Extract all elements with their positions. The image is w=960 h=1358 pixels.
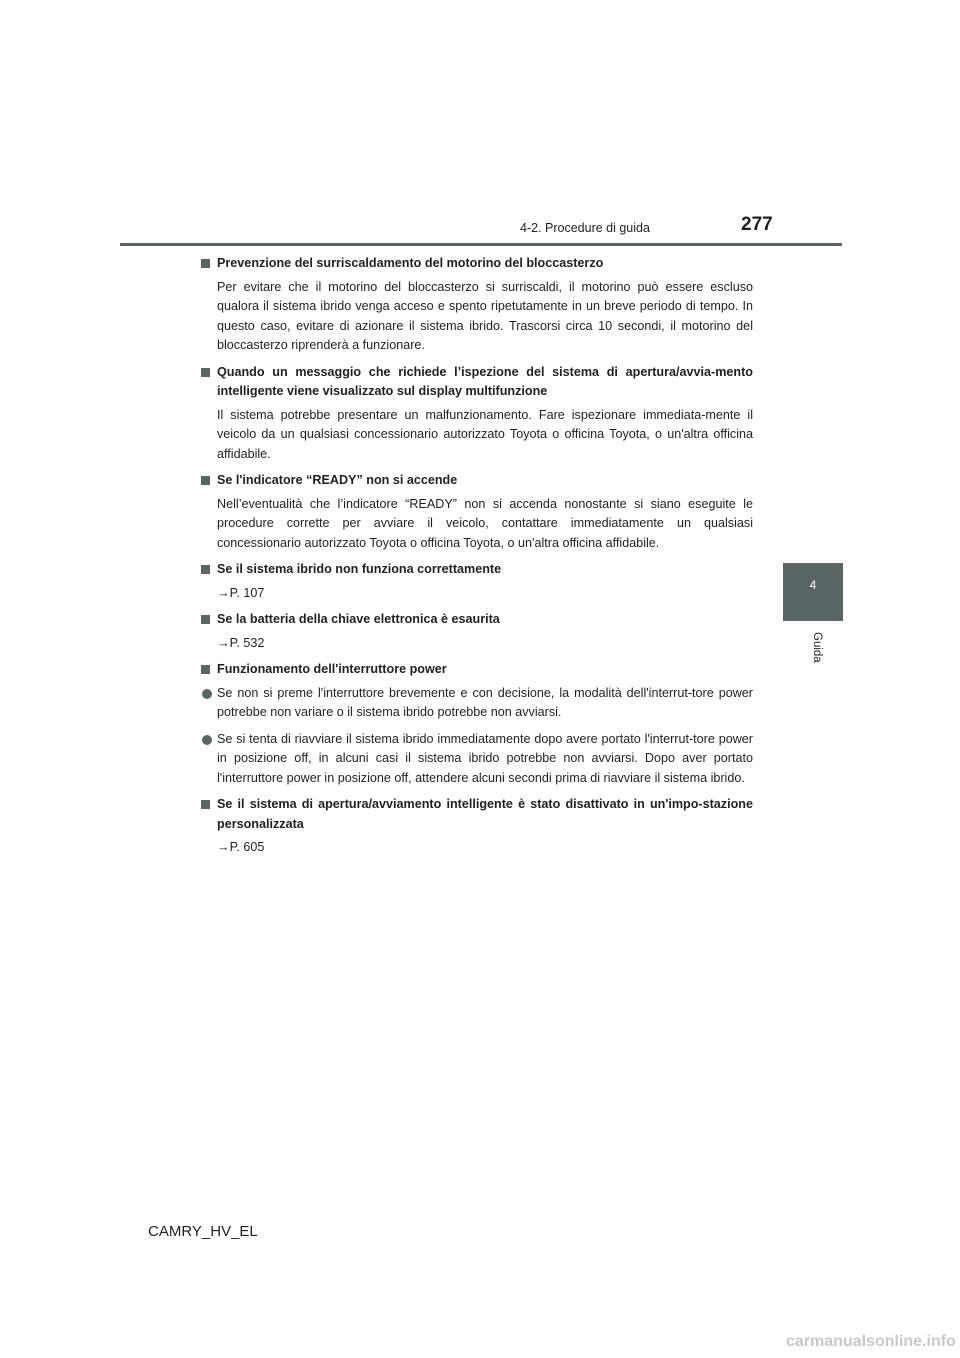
- square-bullet-icon: [201, 800, 210, 809]
- watermark: carmanualsonline.info: [786, 1333, 956, 1350]
- section-heading: [201, 560, 753, 580]
- section-heading: [201, 795, 753, 834]
- section-body: Il sistema potrebbe presentare un malfunzionamento. Fare ispezionare immediata-mente il veicolo da un qualsiasi concessionario autorizzato Toyota o officina Toyota, o un'altra officina affidabile.: [217, 407, 753, 461]
- list-item: [201, 730, 753, 789]
- chapter-tab: [783, 563, 843, 621]
- section-key-battery: [201, 610, 753, 653]
- page-reference: →P. 107: [217, 585, 265, 600]
- page-reference: →P. 605: [217, 840, 265, 854]
- round-bullet-icon: [202, 689, 212, 699]
- section-heading-text: Se il sistema ibrido non funziona correttamente: [217, 562, 502, 576]
- section-lock-motor: [201, 254, 753, 356]
- section-heading: [201, 610, 753, 630]
- header-section-title: 4-2. Procedure di guida: [520, 221, 650, 235]
- page-number: 277: [741, 214, 773, 235]
- section-heading: [201, 660, 753, 680]
- document-code: CAMRY_HV_EL: [148, 1223, 258, 1240]
- list-item: [201, 684, 753, 723]
- section-heading-text: Quando un messaggio che richiede l’ispezione del sistema di apertura/avvia-mento intelligente viene visualizzato sul display multifunzione: [217, 364, 753, 398]
- section-hybrid-malfunction: [201, 560, 753, 603]
- page-content: [201, 254, 753, 865]
- section-body: Per evitare che il motorino del bloccasterzo si surriscaldi, il motorino può essere escluso qualora il sistema ibrido venga acceso e spento ripetutamente in un breve periodo di tempo. In questo caso, evitare di azionare il sistema ibrido. Trascorsi circa 10 secondi, il motorino del bloccasterzo riprenderà a funzionare.: [217, 279, 753, 352]
- header-divider: [120, 243, 842, 246]
- section-heading: [201, 254, 753, 274]
- square-bullet-icon: [201, 615, 210, 624]
- chapter-label: Guida: [811, 632, 823, 663]
- square-bullet-icon: [201, 665, 210, 674]
- round-bullet-icon: [202, 735, 212, 745]
- section-heading-text: Prevenzione del surriscaldamento del motorino del bloccasterzo: [217, 256, 604, 270]
- square-bullet-icon: [201, 565, 210, 574]
- section-heading: [201, 471, 753, 491]
- list-item-text: Se si tenta di riavviare il sistema ibrido immediatamente dopo avere portato l'interrut-tore power in posizione off, in alcuni casi il sistema ibrido potrebbe non avviarsi. Dopo aver portato l'interruttore power in posizione off, attendere alcuni secondi prima di riavviare il sistema ibrido.: [217, 731, 753, 785]
- section-smart-entry-disabled: [201, 795, 753, 858]
- section-heading-text: Funzionamento dell'interruttore power: [217, 662, 447, 676]
- section-heading-text: Se la batteria della chiave elettronica è esaurita: [217, 612, 500, 626]
- section-power-switch: [201, 660, 753, 788]
- section-heading: [201, 363, 753, 402]
- section-body: Nell’eventualità che l’indicatore “READY” non si accenda nonostante si siano eseguite le procedure corrette per avviare il veicolo, contattare immediatamente un qualsiasi concessionario autorizzato Toyota o officina Toyota, o un'altra officina affidabile.: [217, 496, 753, 550]
- list-item-text: Se non si preme l'interruttore brevemente e con decisione, la modalità dell'interrut-tore power potrebbe non variare o il sistema ibrido potrebbe non avviarsi.: [217, 685, 753, 719]
- square-bullet-icon: [201, 368, 210, 377]
- section-heading-text: Se il sistema di apertura/avviamento intelligente è stato disattivato in un'impo-stazione personalizzata: [217, 797, 753, 831]
- section-heading-text: Se l'indicatore “READY” non si accende: [217, 473, 458, 487]
- chapter-number: 4: [809, 578, 817, 592]
- section-inspection-message: [201, 363, 753, 465]
- section-ready-indicator: [201, 471, 753, 553]
- square-bullet-icon: [201, 476, 210, 485]
- square-bullet-icon: [201, 259, 210, 268]
- page-reference: →P. 532: [217, 635, 265, 650]
